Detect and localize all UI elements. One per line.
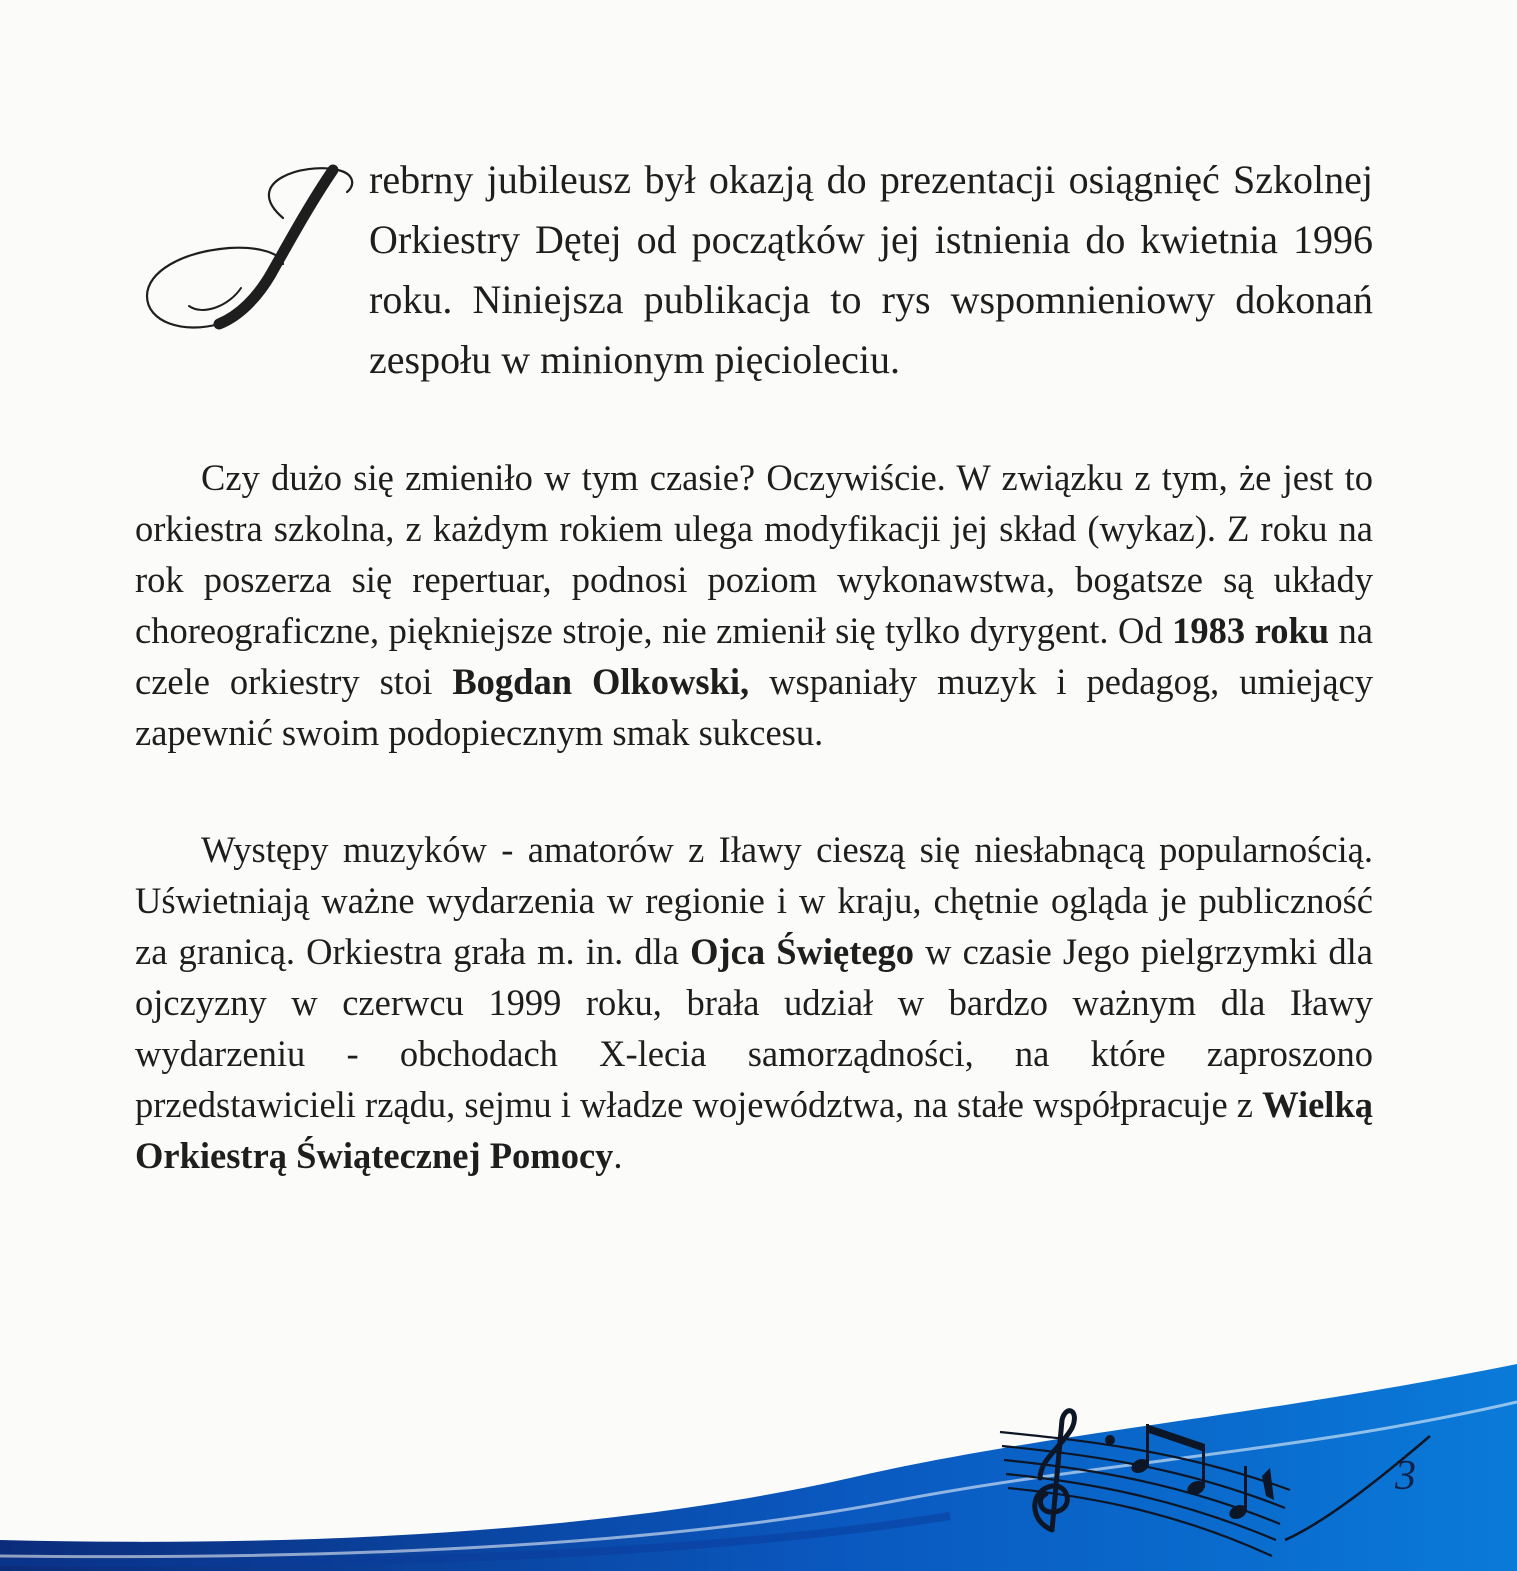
- p3-text-1: Występy muzyków - amatorów z Iławy cieszą się niesłabnącą popularnością. Uświetniają ważne wydarzenia w regionie i w kraju, chętnie ogląda je publiczność za granicą. Orkiestra grała m. in. dla: [135, 829, 1373, 972]
- p2-bold-year: 1983 roku: [1172, 610, 1330, 651]
- p3-bold-pope: Ojca Świętego: [690, 931, 915, 972]
- p2-text-3: wspaniały muzyk i pedagog, umiejący zapewnić swoim podopiecznym smak sukcesu.: [135, 661, 1374, 753]
- p2-text-1: Czy dużo się zmieniło w tym czasie? Oczywiście. W związku z tym, że jest to orkiestra szkolna, z każdym rokiem ulega modyfikacji jej skład (wykaz). Z roku na rok poszerza się repertuar, podnosi poziom wykonawstwa, bogatsze są układy choreograficzne, piękniejsze stroje, nie zmienił się tylko dyrygent. Od: [135, 457, 1373, 651]
- intro-text: rebrny jubileusz był okazją do prezentacji osiągnięć Szkolnej Orkiestry Dętej od początków jej istnienia do kwietnia 1996 roku. Niniejsza publikacja to rys wspomnieniowy dokonań zespołu w minionym pięcioleciu.: [369, 157, 1373, 382]
- p3-text-2: w czasie Jego pielgrzymki dla ojczyzny w czerwcu 1999 roku, brała udział w bardzo ważnym dla Iławy wydarzeniu - obchodach X-lecia samorządności, na które zaproszono przedstawicieli rządu, sejmu i władze województwa, na stałe współpracuje z: [135, 931, 1373, 1125]
- p3-bold-wosp: Wielką Orkiestrą Świątecznej Pomocy: [135, 1084, 1373, 1176]
- p3-text-3: .: [613, 1135, 623, 1176]
- p2-bold-conductor: Bogdan Olkowski,: [452, 661, 750, 702]
- p2-text-2: na czele orkiestry stoi: [135, 610, 1373, 702]
- page-number: 3: [1395, 1453, 1416, 1499]
